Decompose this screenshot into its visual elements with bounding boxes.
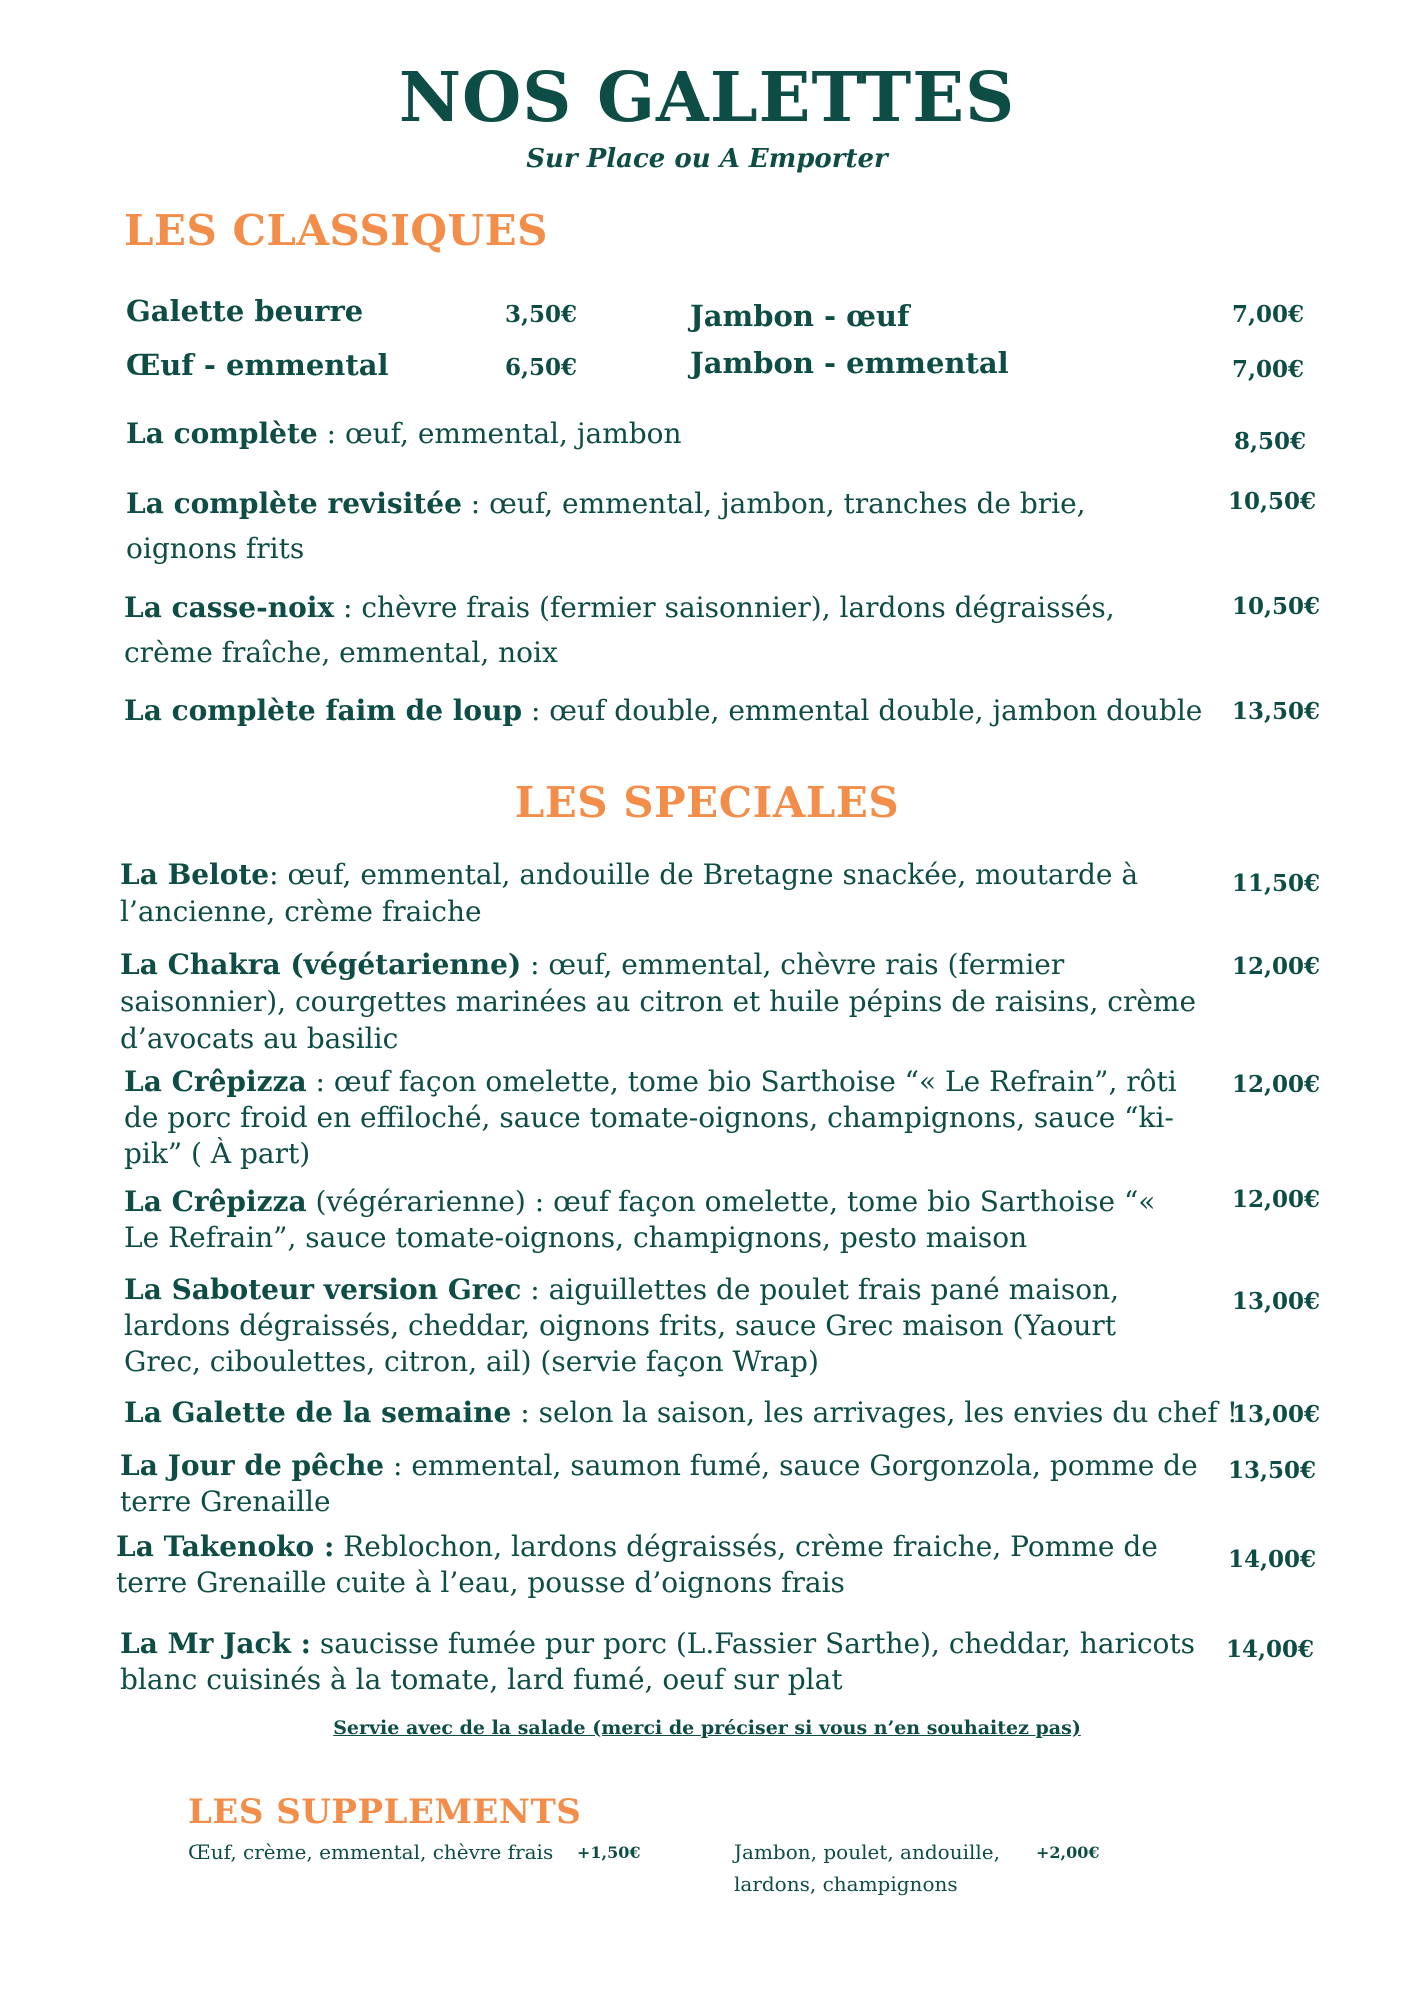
item-price: 11,50€ — [1232, 870, 1321, 897]
item-price: 13,50€ — [1228, 1457, 1317, 1484]
section-title-classiques: LES CLASSIQUES — [124, 206, 548, 255]
item-name: La complète — [126, 417, 318, 450]
supplement-price: +2,00€ — [1036, 1843, 1100, 1862]
item-price: 10,50€ — [1228, 488, 1317, 515]
item-price: 12,00€ — [1232, 1186, 1321, 1213]
simple-item-price: 7,00€ — [1232, 301, 1305, 328]
item-name: La Mr Jack : — [120, 1627, 311, 1660]
menu-item — [124, 1184, 1184, 1256]
simple-item-name: Jambon - emmental — [690, 346, 1009, 380]
item-price: 13,50€ — [1232, 698, 1321, 725]
menu-item — [124, 585, 1124, 675]
menu-item — [120, 946, 1230, 1057]
item-price: 8,50€ — [1234, 428, 1307, 455]
supplement-item: Œuf, crème, emmental, chèvre frais — [188, 1840, 554, 1864]
item-description: : œuf double, emmental double, jambon double — [522, 694, 1203, 727]
item-name: La complète revisitée — [126, 487, 462, 520]
menu-item — [124, 1272, 1164, 1380]
item-price: 12,00€ — [1232, 1071, 1321, 1098]
item-price: 10,50€ — [1232, 593, 1321, 620]
item-description: : œuf, emmental, jambon — [317, 417, 682, 450]
item-description: : aiguillettes de poulet frais pané maison, lardons dégraissés, cheddar, oignons frits, sauce Grec maison (Yaourt Grec, ciboulettes, citron, ail) (servie façon Wrap) — [124, 1273, 1120, 1378]
item-name: La Takenoko : — [116, 1530, 335, 1563]
item-name: La Saboteur version Grec — [124, 1273, 522, 1306]
salad-note: Servie avec de la salade (merci de préciser si vous n’en souhaitez pas) — [333, 1717, 1081, 1739]
simple-item-name: Œuf - emmental — [126, 348, 389, 382]
item-name: La Chakra (végétarienne) — [120, 948, 522, 981]
item-name: La Crêpizza — [124, 1065, 307, 1098]
menu-item — [126, 415, 1206, 452]
menu-item — [124, 1394, 1238, 1431]
menu-item — [120, 1448, 1220, 1520]
simple-item-price: 6,50€ — [505, 354, 578, 381]
item-name: La Crêpizza — [124, 1185, 307, 1218]
menu-item — [116, 1529, 1176, 1601]
item-description: : emmental, saumon fumé, sauce Gorgonzola, pomme de terre Grenaille — [120, 1449, 1198, 1518]
item-price: 14,00€ — [1226, 1636, 1315, 1663]
menu-item — [120, 856, 1180, 930]
section-title-speciales: LES SPECIALES — [514, 778, 900, 827]
page-title: NOS GALETTES — [398, 58, 1016, 138]
item-price: 13,00€ — [1232, 1288, 1321, 1315]
simple-item-price: 3,50€ — [505, 301, 578, 328]
item-price: 14,00€ — [1228, 1546, 1317, 1573]
supplement-price: +1,50€ — [577, 1843, 641, 1862]
simple-item-name: Jambon - œuf — [690, 299, 910, 333]
supplement-item: Jambon, poulet, andouille, lardons, champignons — [734, 1840, 1000, 1896]
item-name: La Galette de la semaine — [124, 1396, 512, 1429]
item-name: La Belote — [120, 858, 270, 891]
item-name: La casse-noix — [124, 591, 335, 624]
menu-item — [124, 1064, 1184, 1172]
item-description: saucisse fumée pur porc (L.Fassier Sarthe), cheddar, haricots blanc cuisinés à la tomate, lard fumé, oeuf sur plat — [120, 1627, 1196, 1696]
page-subtitle: Sur Place ou A Emporter — [526, 144, 888, 174]
item-description: : chèvre frais (fermier saisonnier), lardons dégraissés, crème fraîche, emmental, noix — [124, 591, 1115, 669]
item-price: 12,00€ — [1232, 953, 1321, 980]
menu-item — [124, 692, 1224, 729]
item-price: 13,00€ — [1232, 1401, 1321, 1428]
item-description: : œuf, emmental, jambon, tranches de brie, oignons frits — [126, 487, 1086, 565]
section-title-supplements: LES SUPPLEMENTS — [188, 1792, 582, 1832]
item-name: La complète faim de loup — [124, 694, 523, 727]
item-description: : œuf, emmental, andouille de Bretagne snackée, moutarde à l’ancienne, crème fraiche — [120, 858, 1139, 928]
simple-item-name: Galette beurre — [126, 294, 364, 328]
item-description: : selon la saison, les arrivages, les envies du chef ! — [511, 1396, 1238, 1429]
item-description: Reblochon, lardons dégraissés, crème fraiche, Pomme de terre Grenaille cuite à l’eau, pousse d’oignons frais — [116, 1530, 1158, 1599]
menu-item — [126, 481, 1126, 571]
item-description: : œuf, emmental, chèvre rais (fermier saisonnier), courgettes marinées au citron et huile pépins de raisins, crème d’avocats au basilic — [120, 948, 1197, 1055]
item-description: : œuf façon omelette, tome bio Sarthoise “« Le Refrain”, rôti de porc froid en effiloché, sauce tomate-oignons, champignons, sauce “ki-pik” ( À part) — [124, 1065, 1177, 1170]
menu-item — [120, 1626, 1200, 1698]
item-description: (végérarienne) : œuf façon omelette, tome bio Sarthoise “« Le Refrain”, sauce tomate-oignons, champignons, pesto maison — [124, 1185, 1156, 1254]
item-name: La Jour de pêche — [120, 1449, 385, 1482]
simple-item-price: 7,00€ — [1232, 356, 1305, 383]
